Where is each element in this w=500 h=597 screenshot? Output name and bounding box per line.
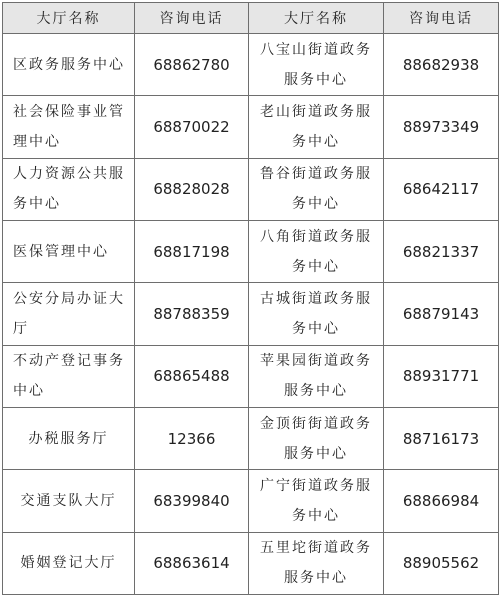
- table-row: [3, 220, 499, 282]
- hall-name-cell: 公安分局办证大厅: [3, 283, 135, 345]
- phone-cell: 68828028: [135, 158, 249, 220]
- table-row: [3, 407, 499, 469]
- header-row: [3, 3, 499, 34]
- phone-cell: 88682938: [384, 34, 499, 96]
- hall-name-cell: 老山街道政务服务中心: [249, 96, 384, 158]
- phone-cell: 88716173: [384, 407, 499, 469]
- hall-name-cell: 社会保险事业管理中心: [3, 96, 135, 158]
- table-row: [3, 345, 499, 407]
- table-row: [3, 532, 499, 594]
- table-row: [3, 283, 499, 345]
- phone-cell: 68866984: [384, 470, 499, 532]
- phone-cell: 68817198: [135, 220, 249, 282]
- hall-name-cell: 广宁街道政务服务中心: [249, 470, 384, 532]
- hall-name-cell: 八角街道政务服务中心: [249, 220, 384, 282]
- hall-name-cell: 不动产登记事务中心: [3, 345, 135, 407]
- hall-name-cell: 区政务服务中心: [3, 34, 135, 96]
- phone-cell: 68642117: [384, 158, 499, 220]
- hall-name-cell: 鲁谷街道政务服务中心: [249, 158, 384, 220]
- header-phone-left: 咨询电话: [135, 3, 249, 34]
- header-hall-name-right: 大厅名称: [249, 3, 384, 34]
- phone-cell: 68399840: [135, 470, 249, 532]
- hall-name-cell: 苹果园街道政务服务中心: [249, 345, 384, 407]
- phone-cell: 68865488: [135, 345, 249, 407]
- phone-cell: 68879143: [384, 283, 499, 345]
- phone-cell: 68863614: [135, 532, 249, 594]
- phone-cell: 88905562: [384, 532, 499, 594]
- phone-cell: 88788359: [135, 283, 249, 345]
- table-row: [3, 470, 499, 532]
- hall-name-cell: 五里坨街道政务服务中心: [249, 532, 384, 594]
- header-hall-name-left: 大厅名称: [3, 3, 135, 34]
- phone-cell: 88973349: [384, 96, 499, 158]
- phone-cell: 68870022: [135, 96, 249, 158]
- service-hall-phone-table: [2, 2, 499, 595]
- hall-name-cell: 交通支队大厅: [3, 470, 135, 532]
- hall-name-cell: 办税服务厅: [3, 407, 135, 469]
- hall-name-cell: 婚姻登记大厅: [3, 532, 135, 594]
- table-row: [3, 96, 499, 158]
- table-row: [3, 158, 499, 220]
- phone-cell: 12366: [135, 407, 249, 469]
- hall-name-cell: 医保管理中心: [3, 220, 135, 282]
- hall-name-cell: 金顶街街道政务服务中心: [249, 407, 384, 469]
- hall-name-cell: 人力资源公共服务中心: [3, 158, 135, 220]
- hall-name-cell: 八宝山街道政务服务中心: [249, 34, 384, 96]
- hall-name-cell: 古城街道政务服务中心: [249, 283, 384, 345]
- header-phone-right: 咨询电话: [384, 3, 499, 34]
- phone-cell: 68821337: [384, 220, 499, 282]
- phone-cell: 88931771: [384, 345, 499, 407]
- table-row: [3, 34, 499, 96]
- phone-cell: 68862780: [135, 34, 249, 96]
